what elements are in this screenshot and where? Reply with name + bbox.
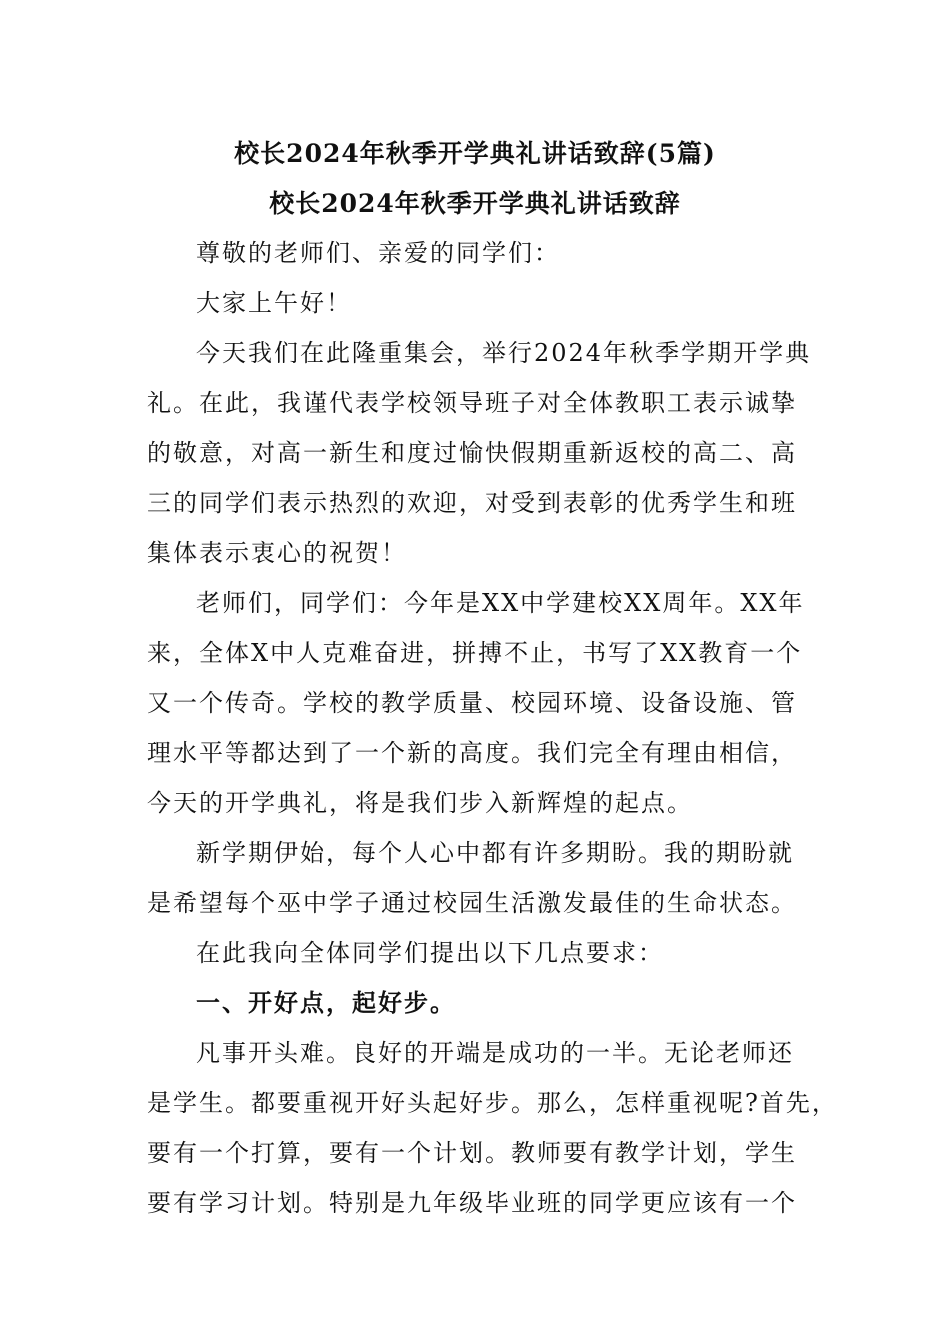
paragraph-line: 要有学习计划。特别是九年级毕业班的同学更应该有一个 (147, 1189, 797, 1217)
paragraph-line: 要有一个打算，要有一个计划。教师要有教学计划，学生 (147, 1139, 797, 1167)
paragraph-line: 理水平等都达到了一个新的高度。我们完全有理由相信， (147, 739, 797, 767)
section-heading: 一、开好点，起好步。 (196, 988, 456, 1017)
paragraph-line: 今天我们在此隆重集会，举行2024年秋季学期开学典 (196, 339, 812, 367)
paragraph-line: 是希望每个巫中学子通过校园生活激发最佳的生命状态。 (147, 889, 797, 917)
paragraph-line: 集体表示衷心的祝贺！ (147, 539, 407, 567)
paragraph-line: 凡事开头难。良好的开端是成功的一半。无论老师还 (196, 1039, 794, 1067)
paragraph-line: 礼。在此，我谨代表学校领导班子对全体教职工表示诚挚 (147, 389, 797, 417)
paragraph-line: 老师们，同学们：今年是XX中学建校XX周年。XX年 (196, 589, 805, 617)
paragraph-line: 是学生。都要重视开好头起好步。那么，怎样重视呢?首先， (147, 1089, 838, 1117)
salutation: 尊敬的老师们、亲爱的同学们： (196, 239, 560, 267)
paragraph-line: 三的同学们表示热烈的欢迎，对受到表彰的优秀学生和班 (147, 489, 797, 517)
paragraph-line: 来，全体X中人克难奋进，拼搏不止，书写了XX教育一个 (147, 639, 803, 667)
paragraph-line: 又一个传奇。学校的教学质量、校园环境、设备设施、管 (147, 689, 797, 717)
paragraph-line: 今天的开学典礼，将是我们步入新辉煌的起点。 (147, 789, 693, 817)
document-subtitle: 校长2024年秋季开学典礼讲话致辞 (269, 189, 681, 218)
document-title: 校长2024年秋季开学典礼讲话致辞(5篇) (234, 139, 716, 168)
paragraph-line: 新学期伊始，每个人心中都有许多期盼。我的期盼就 (196, 839, 794, 867)
paragraph-line: 在此我向全体同学们提出以下几点要求： (196, 939, 664, 967)
greeting: 大家上午好！ (196, 289, 352, 317)
paragraph-line: 的敬意，对高一新生和度过愉快假期重新返校的高二、高 (147, 439, 797, 467)
